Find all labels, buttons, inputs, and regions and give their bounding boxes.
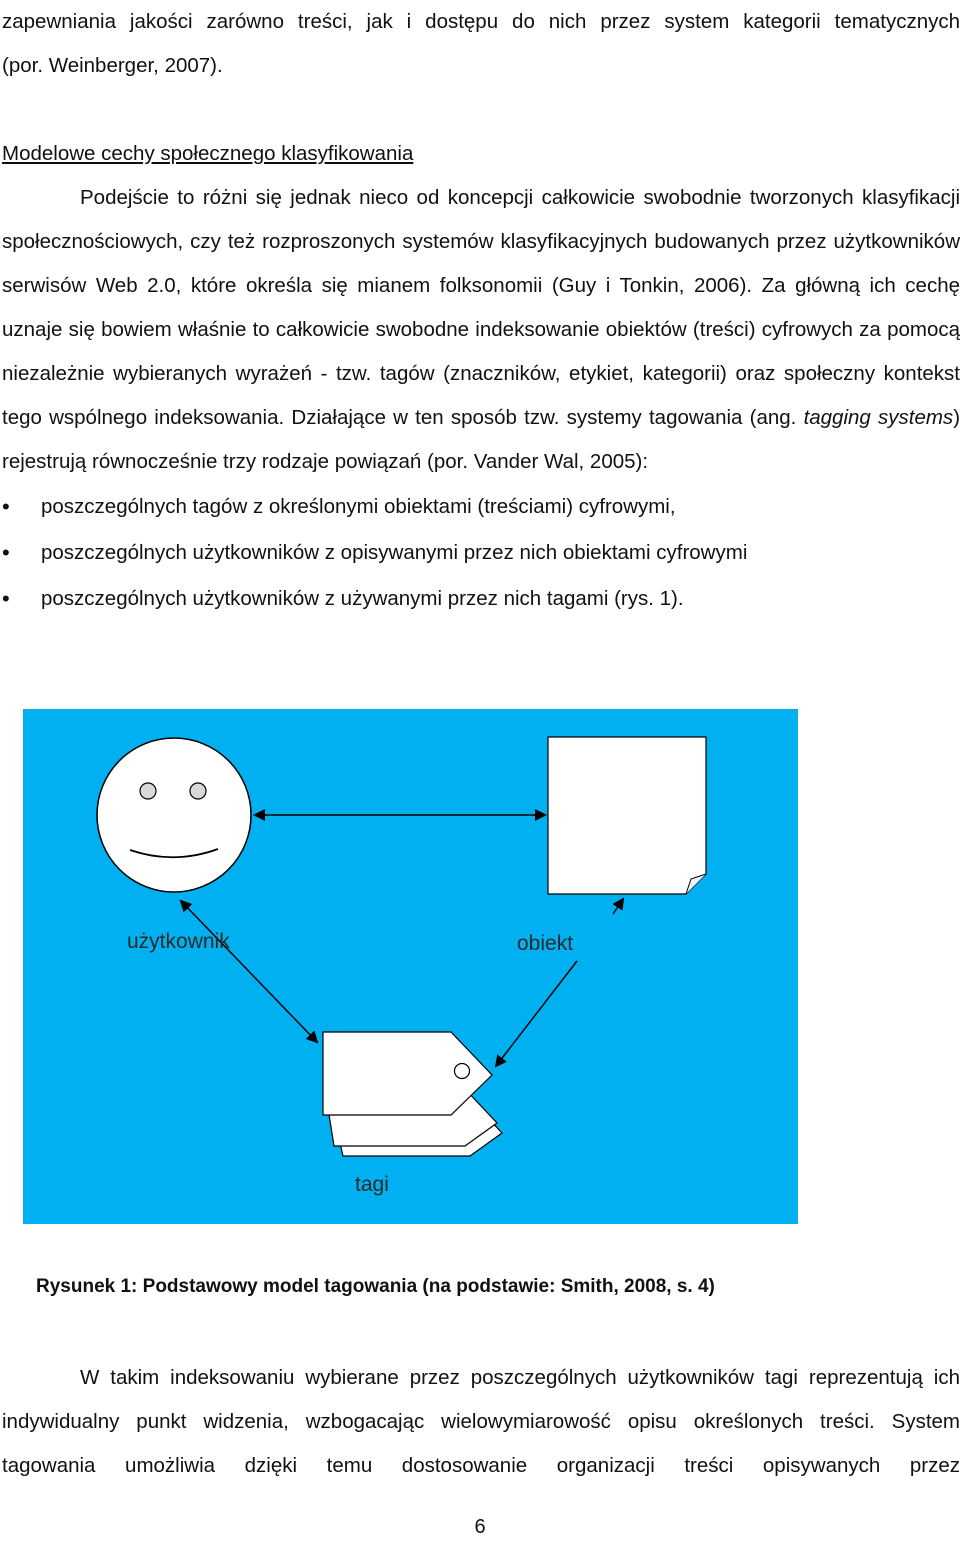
section-heading: Modelowe cechy społecznego klasyfikowania	[2, 142, 414, 165]
body-paragraph: W takim indeksowaniu wybierane przez poszczególnych użytkowników tagi reprezentują ich indywidualny punkt widzenia, wzbogacając wielowymiarowość opisu określonych treści. System tagowania umożliwia dzięki temu dostosowanie organizacji treści opisywanych przez	[2, 1366, 960, 1477]
list-item: • poszczególnych tagów z określonymi obiektami (treściami) cyfrowymi,	[2, 484, 960, 530]
paragraph-text: Podejście to różni się jednak nieco od koncepcji całkowicie swobodnie tworzonych klasyfikacji społecznościowych, czy też rozproszonych systemów klasyfikacyjnych budowanych przez użytkowników serwisów Web 2.0, które określa się mianem folksonomii (Guy i Tonkin, 2006). Za główną ich cechę uznaje się bowiem właśnie to całkowicie swobodne indeksowanie obiektów (treści) cyfrowych za pomocą niezależnie wybieranych wyrażeń - tzw. tagów (znaczników, etykiet, kategorii) oraz społeczny kontekst tego wspólnego indeksowania. Działające w ten sposób tzw. systemy tagowania (ang.	[2, 186, 960, 429]
diagram-canvas	[23, 709, 798, 1224]
user-smiley-icon	[97, 738, 251, 892]
document-object-icon	[548, 737, 706, 894]
page-number: 6	[474, 1516, 486, 1538]
paragraph-line: zapewniania jakości zarówno treści, jak i dostępu do nich przez system kategorii tematycznych	[2, 10, 960, 33]
paragraph-text: ) rejestrują równocześnie trzy rodzaje powiązań (por. Vander Wal, 2005):	[2, 406, 960, 473]
document-page	[2, 0, 960, 622]
bullet-list	[2, 484, 960, 622]
paragraph-line: (por. Weinberger, 2007).	[2, 54, 223, 77]
list-item: • poszczególnych użytkowników z opisywanymi przez nich obiektami cyfrowymi	[2, 530, 960, 576]
user-label: użytkownik	[127, 930, 230, 953]
document-page-continued	[2, 1356, 960, 1488]
body-paragraph	[2, 176, 960, 484]
list-item: • poszczególnych użytkowników z używanymi przez nich tagami (rys. 1).	[2, 576, 960, 622]
italic-term: tagging systems	[803, 406, 954, 429]
tags-label: tagi	[355, 1173, 389, 1196]
object-label: obiekt	[517, 932, 574, 955]
figure-caption: Rysunek 1: Podstawowy model tagowania (na podstawie: Smith, 2008, s. 4)	[36, 1276, 715, 1297]
tagging-model-diagram	[23, 709, 798, 1224]
